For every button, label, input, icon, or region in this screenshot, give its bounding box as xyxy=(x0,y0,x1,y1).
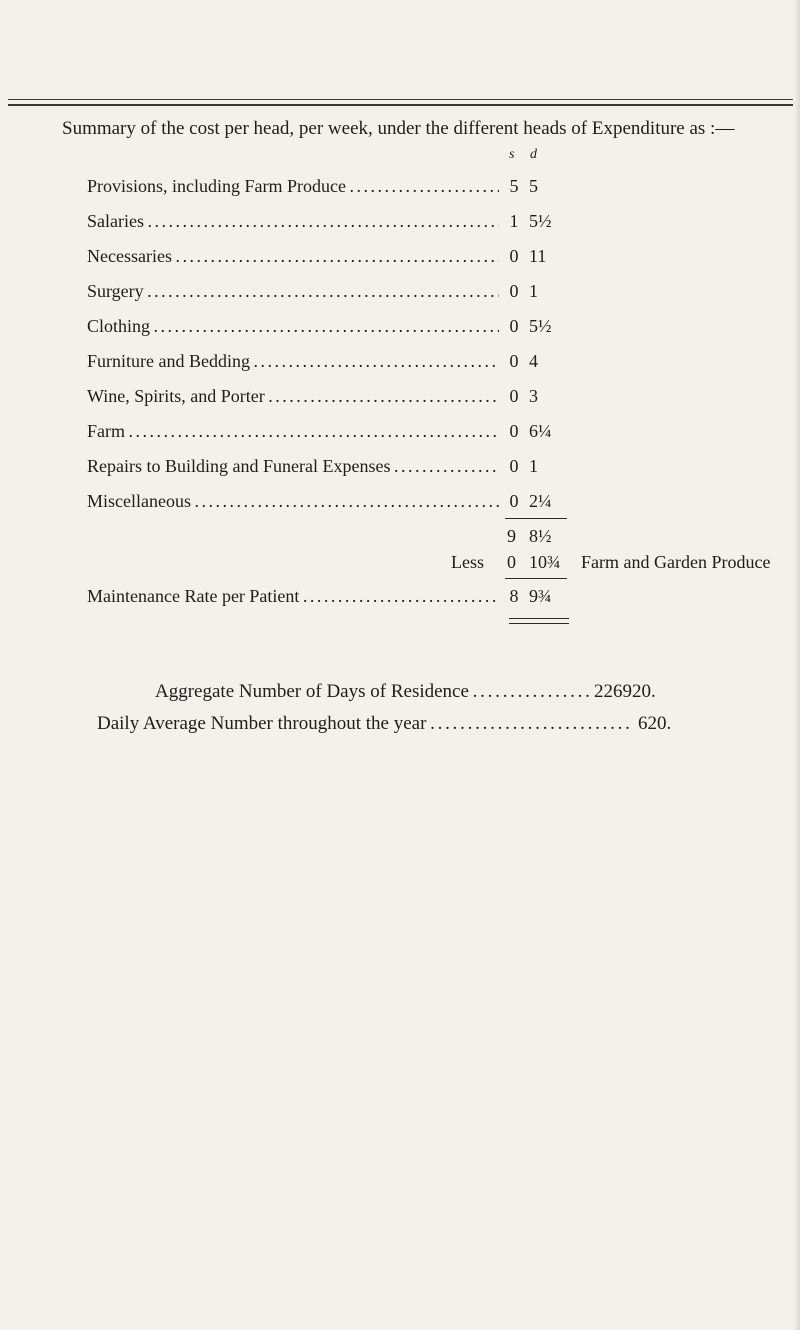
column-header-pence: d xyxy=(530,147,537,162)
expense-pence: 5½ xyxy=(529,316,552,336)
expense-shillings: 0 xyxy=(509,281,519,301)
expense-pence: 2¼ xyxy=(529,491,552,511)
expense-shillings: 0 xyxy=(509,316,519,336)
expense-pence: 5 xyxy=(529,176,538,196)
expense-label: Wine, Spirits, and Porter . . . xyxy=(87,386,499,407)
less-pence: 10¾ xyxy=(529,552,561,572)
expense-row-salaries xyxy=(87,211,552,235)
expense-row-clothing xyxy=(87,316,552,340)
aggregate-days-row xyxy=(155,681,695,707)
expense-shillings: 0 xyxy=(509,351,519,371)
expense-shillings: 0 xyxy=(509,456,519,476)
expense-label: Miscellaneous . . . xyxy=(87,491,499,512)
expense-shillings: 0 xyxy=(509,386,519,406)
expense-row-farm xyxy=(87,421,552,445)
expense-pence: 1 xyxy=(529,281,538,301)
expense-label: Necessaries . . . xyxy=(87,246,499,267)
daily-average-label: Daily Average Number throughout the year . . . xyxy=(97,713,633,735)
less-shillings: 0 xyxy=(507,552,516,572)
expense-pence: 5½ xyxy=(529,211,552,231)
expense-pence: 11 xyxy=(529,246,547,266)
expense-row-furniture xyxy=(87,351,538,375)
expense-shillings: 0 xyxy=(509,421,519,441)
expense-pence: 1 xyxy=(529,456,538,476)
expense-shillings: 5 xyxy=(509,176,519,196)
maintenance-row xyxy=(87,586,552,610)
total-double-rule xyxy=(509,618,569,624)
subtotal-shillings: 9 xyxy=(507,526,516,546)
expense-label: Farm . . . xyxy=(87,421,499,442)
maintenance-shillings: 8 xyxy=(509,586,519,606)
maintenance-label: Maintenance Rate per Patient . . . xyxy=(87,586,499,607)
expense-row-necessaries xyxy=(87,246,547,270)
expense-row-repairs xyxy=(87,456,538,480)
expense-label: Furniture and Bedding . . . xyxy=(87,351,499,372)
expense-label: Provisions, including Farm Produce . . . xyxy=(87,176,499,197)
less-note: Farm and Garden Produce xyxy=(581,552,771,572)
top-border-rule-thick xyxy=(8,104,793,106)
subtotal-rule xyxy=(505,518,567,519)
page-heading: Summary of the cost per head, per week, under the different heads of Expenditure as :— xyxy=(62,118,735,139)
expense-row-provisions xyxy=(87,176,538,200)
expense-label: Surgery . . . xyxy=(87,281,499,302)
expense-label: Clothing . . . xyxy=(87,316,499,337)
daily-average-row xyxy=(97,713,697,739)
expense-pence: 4 xyxy=(529,351,538,371)
less-rule xyxy=(505,578,567,579)
expense-row-miscellaneous xyxy=(87,491,552,515)
expense-label: Repairs to Building and Funeral Expenses . . . xyxy=(87,456,499,477)
page-edge-shadow xyxy=(794,0,800,1330)
aggregate-days-label: Aggregate Number of Days of Residence . . . xyxy=(155,681,589,703)
expense-row-surgery xyxy=(87,281,538,305)
expense-shillings: 0 xyxy=(509,491,519,511)
aggregate-days-value: 226920. xyxy=(594,681,656,702)
maintenance-pence: 9¾ xyxy=(529,586,552,606)
subtotal-pence: 8½ xyxy=(529,526,552,546)
expense-shillings: 1 xyxy=(509,211,519,231)
expense-pence: 6¼ xyxy=(529,421,552,441)
expense-pence: 3 xyxy=(529,386,538,406)
less-label: Less xyxy=(451,552,484,572)
top-border-rule xyxy=(8,99,793,100)
expense-label: Salaries . . . xyxy=(87,211,499,232)
daily-average-value: 620. xyxy=(638,713,672,734)
column-header-shillings: s xyxy=(509,147,515,162)
expense-row-wine xyxy=(87,386,538,410)
expense-shillings: 0 xyxy=(509,246,519,266)
